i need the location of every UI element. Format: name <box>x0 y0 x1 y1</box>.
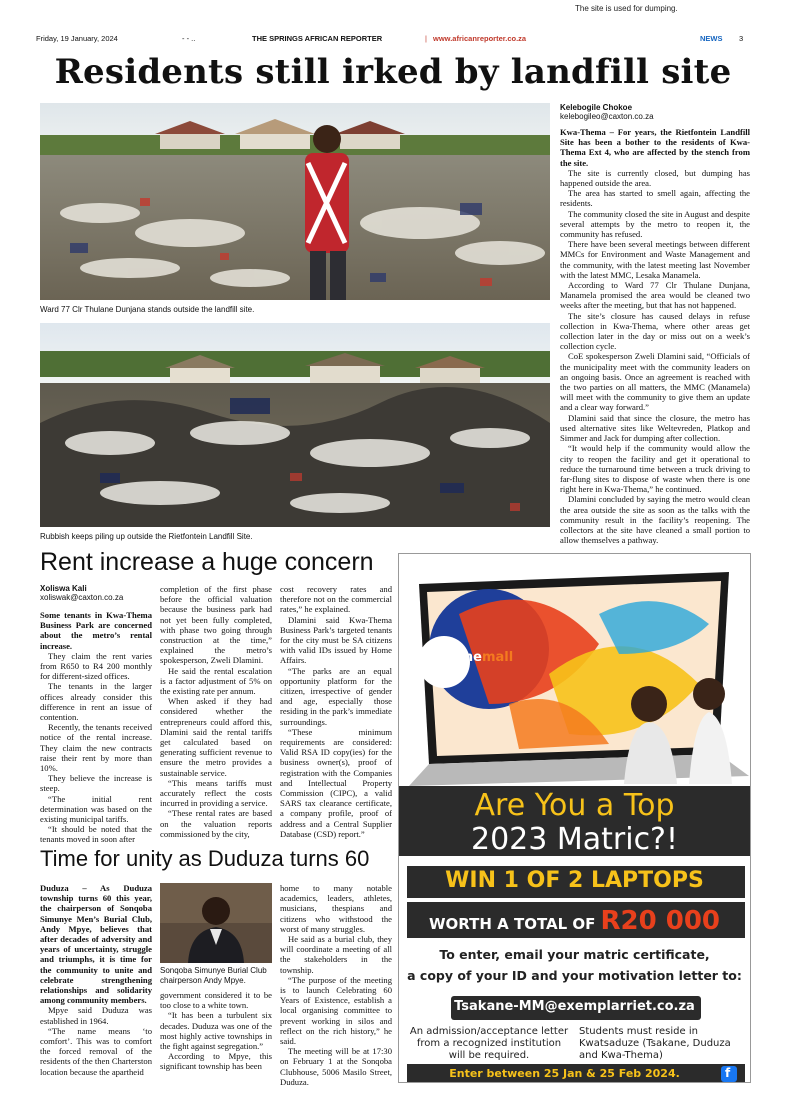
tsakane-mall-advert[interactable] <box>398 553 751 1083</box>
article-paragraph: The site is currently closed, but dumping has happened outside the area. <box>560 167 750 189</box>
article-paragraph: When asked if they had considered whether the entrepreneurs could afford this, Dlamini said the rental tariffs get calculated based on generating sufficient revenue to ensure the metro provides a sustainable service. <box>160 696 272 778</box>
article-paragraph: According to Mpye, this significant township has been <box>160 1051 272 1072</box>
mall-logo-mall: mall <box>481 650 514 665</box>
lead-paragraph: Some tenants in Kwa-Thema Business Park are concerned about the metro’s rental increase. <box>40 610 152 651</box>
article-paragraph: The site’s closure has caused delays in refuse collection in Kwa-Thema, where other areas get collection later in the day or miss out on a week’s collection cycle. <box>560 310 750 352</box>
article-paragraph: The tenants in the larger offices already consider this difference in rent an issue of contention. <box>40 681 152 723</box>
facebook-icon[interactable]: f <box>725 1066 731 1080</box>
article-paragraph: Mpye said Duduza was established in 1964. <box>40 1005 152 1026</box>
photo-andy-mpye <box>160 883 272 963</box>
article-paragraph: cost recovery rates and therefore not on the commercial rates,” he explained. <box>280 584 392 615</box>
article-paragraph: “It would help if the community would allow the city to reopen the facility and get it operational to reduce the turnaround time between a truck driving to far-flung sites to dispose of waste when there is one right here in Kwa-Thema,” he continued. <box>560 443 750 495</box>
article-paragraph: Dlamini said Kwa-Thema Business Park’s targeted tenants for the city must be SA citizens with valid IDs issued by Home Affairs. <box>280 614 392 666</box>
article-paragraph: “These minimum requirements are considered: Valid RSA ID copy(ies) for the business owner(s), proof of registration with the Companies and Intellectual Property Commission (CIPC), a valid SARS tax clearance certificate, a company profile, proof of address and a Central Supplier Database (CSD) report.” <box>280 726 392 839</box>
article-paragraph: completion of the first phase before the official valuation because the business park had not yet been fully completed, with phase two going through construction at the time,” explained the metro’s spokesperson, Zweli Dlamini. <box>160 584 272 666</box>
article-paragraph: He said the rental escalation is a factor adjustment of 5% on the existing rate per annum. <box>160 665 272 697</box>
mall-logo <box>398 650 644 665</box>
photo-rubbish <box>40 323 550 527</box>
lead-headline: Residents still irked by landfill site <box>54 52 732 92</box>
article-paragraph: home to many notable academics, leaders, athletes, musicians, thespians and citizens who withstood the worst of many struggles. <box>280 883 392 934</box>
photo-councillor <box>40 103 550 300</box>
article-paragraph: Recently, the tenants received notice of the rental increase. They claim the new contracts raise their rent by more than 10%. <box>40 722 152 774</box>
section-label: NEWS <box>700 34 723 43</box>
duduza-col-3 <box>280 883 392 1087</box>
rent-col-1 <box>40 584 152 845</box>
duduza-col-2 <box>160 990 272 1072</box>
advert-headline-2: 2023 Matric?! <box>470 822 679 857</box>
advert-win-line: WIN 1 OF 2 LAPTOPS <box>445 868 704 893</box>
lead-story-body <box>560 127 750 545</box>
rent-col-2 <box>160 584 272 839</box>
byline-email[interactable]: kelebogileo@caxton.co.za <box>560 112 654 121</box>
article-paragraph: He said as a burial club, they will coordinate a meeting of all the stakeholders in the township. <box>280 934 392 975</box>
article-paragraph: “It should be noted that the tenants moved in soon after <box>40 824 152 845</box>
folio-separator: | <box>425 34 427 43</box>
page-number: 3 <box>739 34 744 43</box>
article-paragraph: Dlamini concluded by saying the metro would clean the area outside the site as soon as the talks with the community result in the facility’s reopening. The collectors at the site have cleaned a small portion to allow themselves a pathway. <box>560 494 750 546</box>
article-paragraph: “These rental rates are based on the valuation reports commissioned by the city, <box>160 808 272 839</box>
newspaper-name: THE SPRINGS AFRICAN REPORTER <box>252 34 383 43</box>
article-paragraph: The meeting will be at 17:30 on February 1 at the Sonqoba Clubhouse, 5006 Masilo Street, Duduza. <box>280 1046 392 1087</box>
duduza-col-1 <box>40 883 152 1077</box>
photo-caption-councillor: Ward 77 Clr Thulane Dunjana stands outside the landfill site. <box>40 305 255 314</box>
photo-caption-mpye: Sonqoba Simunye Burial Club chairperson Andy Mpye. <box>160 966 267 985</box>
advert-entry-line-1: To enter, email your matric certificate, <box>439 947 710 962</box>
advert-headline-1: Are You a Top <box>474 788 675 823</box>
article-paragraph: “The name means ‘to comfort’. This was to comfort the forced removal of the residents of the then Charterston location because the apartheid <box>40 1025 152 1077</box>
article-paragraph: They claim the rent varies from R650 to R4 200 monthly for different-sized offices. <box>40 650 152 682</box>
article-paragraph: Dlamini said that since the closure, the metro has used alternative sites like Weltevreden, Platkop and Simmer and Jack for dumping after collection. <box>560 412 750 444</box>
advert-entry-line-2: a copy of your ID and your motivation letter to: <box>407 968 742 983</box>
article-paragraph: “The parks are an equal opportunity platform for the citizen, irrespective of gender and age, especially those residing in the park’s immediate surroundings. <box>280 665 392 727</box>
article-paragraph: “The initial rent determination was based on the existing municipal tariffs. <box>40 793 152 825</box>
advert-requirement-right: Students must reside in Kwatsaduze (Tsakane, Duduza and Kwa-Thema) <box>579 1026 731 1061</box>
article-paragraph: They believe the increase is steep. <box>40 773 152 794</box>
article-paragraph: The area has started to smell again, affecting the residents. <box>560 188 750 209</box>
article-paragraph: “It has been a turbulent six decades. Duduza was one of the most highly active townships in the fight against segregation.” <box>160 1010 272 1052</box>
rent-headline: Rent increase a huge concern <box>40 548 374 576</box>
lead-story-column <box>560 103 750 545</box>
advert-requirement-left: An admission/acceptance letter from a recognized institution will be required. <box>409 1026 569 1061</box>
article-paragraph: “The purpose of the meeting is to launch Celebrating 60 Years of Existence, establish a local organising committee to prevent working in silos and reflect on the rich history,” he said. <box>280 974 392 1047</box>
advert-prize-amount: R20 000 <box>600 906 721 936</box>
page-folio <box>36 34 750 46</box>
photo-caption-rubbish: Rubbish keeps piling up outside the Rietfontein Landfill Site. <box>40 532 253 541</box>
advert-email-link[interactable]: Tsakane-MM@exemplarriet.co.za <box>454 999 695 1014</box>
article-paragraph: The community closed the site in August and despite several attempts by the metro to reopen it, the community has refused. <box>560 208 750 240</box>
article-paragraph: There have been several meetings between different MMCs for Environment and Waste Management and the community, with the latest meeting last November with the latest MMC, Lesaka Manamela. <box>560 239 750 280</box>
lead-paragraph: Duduza – As Duduza township turns 60 this year, the chairperson of Sonqoba Simunye Men’s Burial Club, Andy Mpye, believes that after decades of adversity and years of uncertainty, struggle and triumphs, it is time for the community to unite and celebrate strengthening relationships and solidarity among community members. <box>40 883 152 1006</box>
byline-email[interactable]: xoliswak@caxton.co.za <box>40 593 124 602</box>
mall-logo-tsakane: tsakane <box>423 650 482 665</box>
advert-entry-dates: Enter between 25 Jan & 25 Feb 2024. <box>449 1067 680 1080</box>
lead-paragraph: Kwa-Thema – For years, the Rietfontein Landfill Site has been a bother to the residents of Kwa-Thema Ext 4, who are affected by the stench from the site. <box>560 127 750 168</box>
article-paragraph: “This means tariffs must accurately reflect the costs incurred in providing a service. <box>160 777 272 809</box>
continued-caption: The site is used for dumping. <box>575 4 678 13</box>
issue-date: Friday, 19 January, 2024 <box>36 34 118 43</box>
byline-name: Xoliswa Kali <box>40 584 87 593</box>
newspaper-url[interactable]: www.africanreporter.co.za <box>433 34 527 43</box>
advert-worth-label: WORTH A TOTAL OF <box>428 915 596 933</box>
folio-dots: - - .. <box>182 34 196 43</box>
article-paragraph: CoE spokesperson Zweli Dlamini said, “Officials of the municipality meet with the community leaders on an ongoing basis. Once an agreement is reached with the two parties on all matters, the MMC (Manamela) will meet with the community to give them an update and a clear way forward.” <box>560 351 750 413</box>
article-paragraph: government considered it to be too close to a white town. <box>160 990 272 1011</box>
byline-name: Kelebogile Chokoe <box>560 103 633 112</box>
rent-col-3 <box>280 584 392 839</box>
duduza-headline: Time for unity as Duduza turns 60 <box>40 846 370 871</box>
article-paragraph: According to Ward 77 Clr Thulane Dunjana, Manamela promised the area would be cleaned two weeks after the meeting, but that has not happened. <box>560 280 750 311</box>
advert-worth-line <box>399 906 750 936</box>
